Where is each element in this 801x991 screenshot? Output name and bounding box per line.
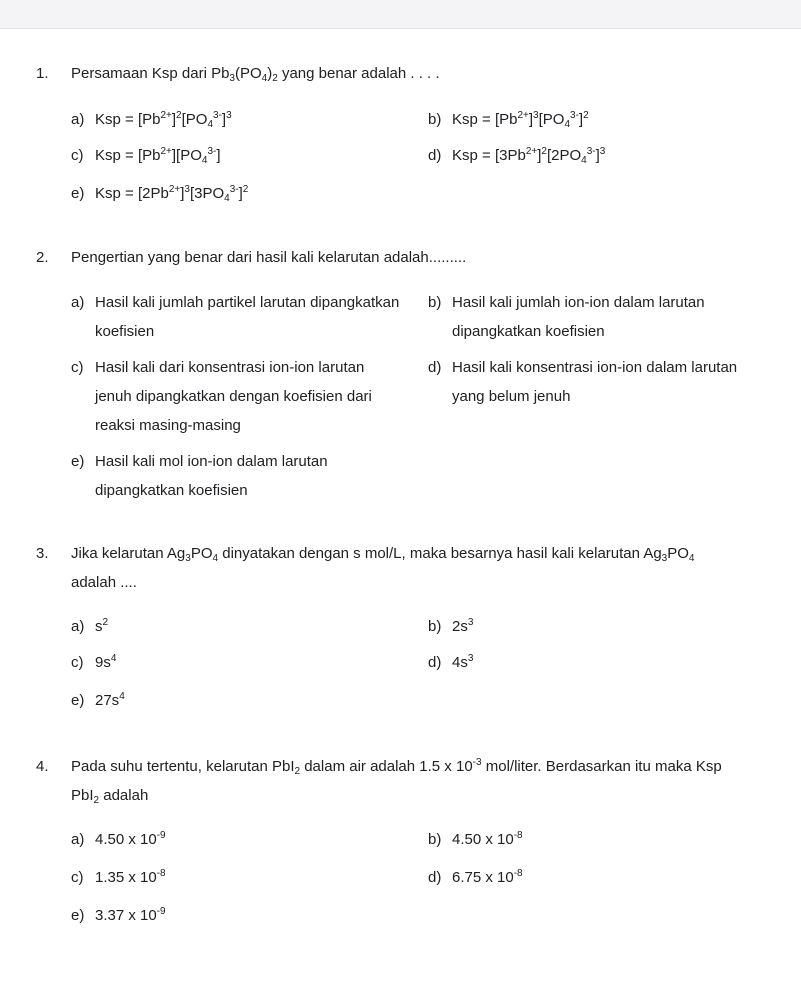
option-label: d) (428, 359, 442, 376)
option-label: e) (71, 453, 85, 470)
question-text: Pengertian yang benar dari hasil kali kelarutan adalah......... (71, 249, 467, 266)
option-text: 6.75 x $10^{-8}$ (452, 868, 523, 886)
option-text: Hasil kali dari konsentrasi ion-ion larutan jenuh dipangkatkan dengan koefisien dari reaksi masing-masing (95, 359, 372, 434)
option-text: 4.50 x $10^{-8}$ (452, 830, 523, 848)
option-label: d) (428, 147, 442, 164)
option-label: a) (71, 831, 85, 848)
question-number: 1. (36, 65, 49, 82)
option-label: c) (71, 359, 84, 376)
question-text: Pada suhu tertentu, kelarutan PbI$_2$ dalam air adalah 1.5 x $10^{-3}$ mol/liter. Berdasarkan itu maka Ksp PbI$_2$ adalah (71, 757, 722, 806)
question-text: Jika kelarutan $Ag_3PO_4$ dinyatakan dengan s mol/L, maka besarnya hasil kali kelarutan $Ag_3PO_4$ adalah .... (71, 545, 695, 591)
option-text: 3.37 x $10^{-9}$ (95, 906, 166, 924)
option-text: Ksp = $[Pb^{2+}]^3[PO_4^{3-}]^2$ (452, 110, 589, 130)
option-text: $27s^4$ (95, 691, 125, 709)
option-text: 4.50 x $10^{-9}$ (95, 830, 166, 848)
option-text: Ksp = $[Pb^{2+}]^2[PO_4^{3-}]^3$ (95, 110, 232, 130)
option-label: b) (428, 294, 442, 311)
option-text: $s^2$ (95, 617, 109, 635)
option-text: Hasil kali jumlah partikel larutan dipangkatkan koefisien (95, 294, 400, 340)
option-label: c) (71, 654, 84, 671)
question-number: 2. (36, 249, 49, 266)
question-number: 3. (36, 545, 49, 562)
option-label: a) (71, 618, 85, 635)
option-label: c) (71, 147, 84, 164)
option-text: Hasil kali konsentrasi ion-ion dalam larutan yang belum jenuh (452, 359, 738, 405)
question-number: 4. (36, 758, 49, 775)
worksheet (0, 28, 801, 991)
option-label: d) (428, 654, 442, 671)
option-label: b) (428, 111, 442, 128)
question-text: Persamaan Ksp dari $Pb_3(PO_4)_2$ yang benar adalah . . . . (71, 65, 440, 84)
option-label: c) (71, 869, 84, 886)
option-text: Ksp = $[2Pb^{2+}]^3[3PO_4^{3-}]^2$ (95, 184, 249, 204)
option-text: 1.35 x $10^{-8}$ (95, 868, 166, 886)
option-text: $9s^4$ (95, 653, 117, 671)
option-label: a) (71, 294, 85, 311)
option-text: Hasil kali jumlah ion-ion dalam larutan dipangkatkan koefisien (452, 294, 705, 340)
option-text: Hasil kali mol ion-ion dalam larutan dipangkatkan koefisien (95, 453, 328, 499)
option-label: e) (71, 185, 85, 202)
option-text: Ksp = $[Pb^{2+}][PO_4^{3-}]$ (95, 146, 221, 166)
option-text: Ksp = $[3Pb^{2+}]^2[2PO_4^{3-}]^3$ (452, 146, 606, 166)
option-label: b) (428, 831, 442, 848)
option-label: a) (71, 111, 85, 128)
option-label: e) (71, 907, 85, 924)
option-text: $2s^3$ (452, 617, 474, 635)
option-text: $4s^3$ (452, 653, 474, 671)
option-label: b) (428, 618, 442, 635)
option-label: d) (428, 869, 442, 886)
option-label: e) (71, 692, 85, 709)
